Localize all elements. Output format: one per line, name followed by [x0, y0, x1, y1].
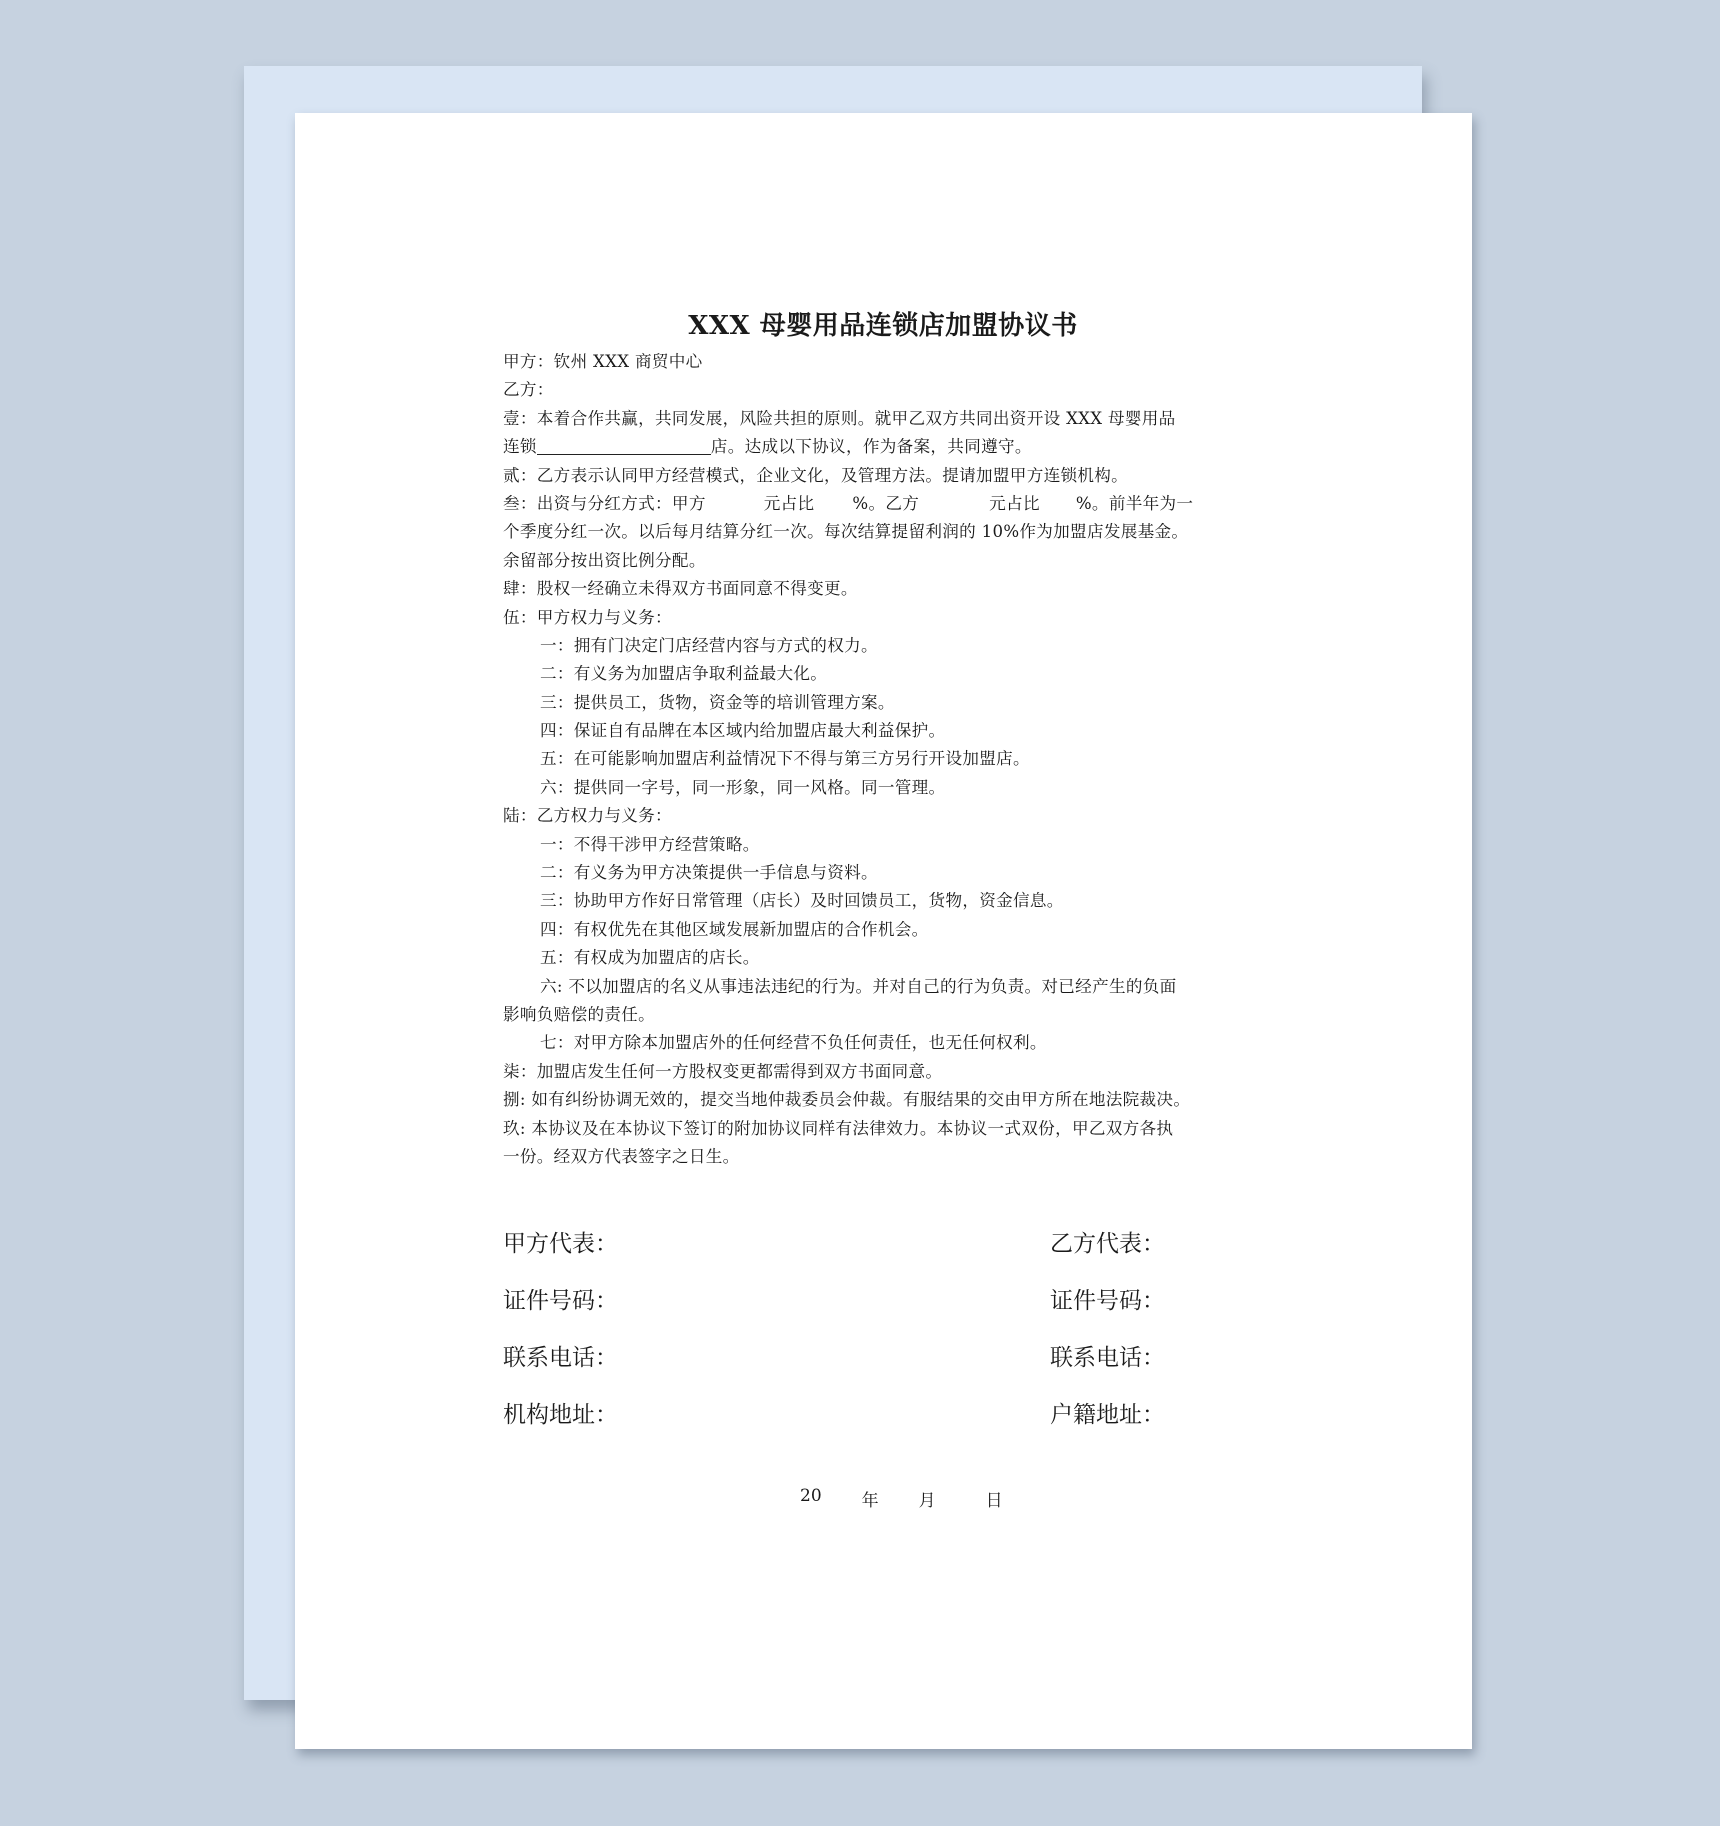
party-a-phone-label: 联系电话： [503, 1345, 618, 1371]
clause-5-item: 三：提供员工，货物，资金等的培训管理方案。 [540, 692, 895, 712]
party-b-phone-label: 联系电话： [1050, 1345, 1165, 1371]
clause-6-item: 五：有权成为加盟店的店长。 [540, 948, 760, 968]
clause-9-line-2: 一份。经双方代表签字之日生。 [503, 1146, 740, 1166]
clause-5-item: 六：提供同一字号，同一形象，同一风格。同一管理。 [540, 777, 946, 797]
signature-row [503, 1384, 1263, 1441]
signature-row [503, 1213, 1263, 1270]
clause-6-item: 七：对甲方除本加盟店外的任何经营不负任何责任，也无任何权利。 [540, 1033, 1047, 1053]
party-b-unit: 元占比 [989, 493, 1040, 513]
clause-5-item: 四：保证自有品牌在本区域内给加盟店最大利益保护。 [540, 721, 946, 741]
date-year-prefix: 20 [800, 1486, 822, 1506]
date-day-label: 日 [985, 1491, 1003, 1511]
clause-2: 贰：乙方表示认同甲方经营模式，企业文化，及管理方法。提请加盟甲方连锁机构。 [503, 465, 1129, 485]
clause-5-item: 五：在可能影响加盟店利益情况下不得与第三方另行开设加盟店。 [540, 749, 1030, 769]
date-year-label: 年 [861, 1491, 879, 1511]
party-a-line: 甲方：钦州 XXX 商贸中心 [503, 352, 703, 371]
document-title: XXX 母婴用品连锁店加盟协议书 [688, 311, 1078, 341]
clause-1-suffix: 店。达成以下协议，作为备案，共同遵守。 [710, 437, 1032, 457]
clause-3-line-2: 个季度分红一次。以后每月结算分红一次。每次结算提留利润的 10%作为加盟店发展基金。 [503, 522, 1189, 542]
clause-3-line-3: 余留部分按出资比例分配。 [503, 550, 706, 570]
clause-6-item: 四：有权优先在其他区域发展新加盟店的合作机会。 [540, 919, 929, 939]
party-b-line: 乙方： [503, 380, 554, 400]
agreement-body [503, 306, 1263, 1171]
date-gap [822, 1486, 862, 1511]
clause-6-item: 三：协助甲方作好日常管理（店长）及时回馈员工，货物，资金信息。 [540, 891, 1064, 911]
clause-1-line-2 [503, 433, 1263, 461]
signing-date [800, 1486, 1003, 1511]
clause-6-heading: 陆：乙方权力与义务： [503, 806, 672, 826]
clause-6-item: 二：有义务为甲方决策提供一手信息与资料。 [540, 863, 878, 883]
party-b-representative-label: 乙方代表： [1050, 1231, 1165, 1257]
clause-4: 肆：股权一经确立未得双方书面同意不得变更。 [503, 579, 858, 599]
party-b-address-label: 户籍地址： [1050, 1402, 1165, 1428]
party-a-unit: 元占比 [763, 493, 815, 513]
party-b-id-label: 证件号码： [1050, 1288, 1165, 1314]
clause-3-prefix: 叁：出资与分红方式：甲方 [503, 493, 706, 513]
clause-9-line-1: 玖: 本协议及在本协议下签订的附加协议同样有法律效力。本协议一式双份，甲乙双方各执 [503, 1118, 1174, 1138]
party-a-representative-label: 甲方代表： [503, 1231, 618, 1257]
signature-row [503, 1327, 1263, 1384]
clause-5-heading: 伍：甲方权力与义务： [503, 607, 672, 627]
clause-3-line-1 [503, 490, 1263, 518]
party-a-id-label: 证件号码： [503, 1288, 618, 1314]
store-name-blank [537, 436, 711, 455]
clause-6-item-6-continued: 影响负赔偿的责任。 [503, 1004, 656, 1024]
clause-6-item: 六: 不以加盟店的名义从事违法违纪的行为。并对自己的行为负责。对已经产生的负面 [540, 976, 1177, 996]
clause-7: 柒：加盟店发生任何一方股权变更都需得到双方书面同意。 [503, 1061, 943, 1081]
date-gap [936, 1486, 986, 1511]
party-a-pct: %。乙方 [852, 493, 920, 513]
party-a-address-label: 机构地址： [503, 1402, 618, 1428]
clause-5-item: 二：有义务为加盟店争取利益最大化。 [540, 664, 828, 684]
signature-block [503, 1213, 1263, 1441]
clause-1-line-1: 壹：本着合作共赢，共同发展，风险共担的原则。就甲乙双方共同出资开设 XXX 母婴用品 [503, 408, 1176, 428]
clause-1-prefix: 连锁 [503, 437, 537, 457]
date-gap [879, 1486, 919, 1511]
clause-5-item: 一：拥有门决定门店经营内容与方式的权力。 [540, 635, 878, 655]
signature-row [503, 1270, 1263, 1327]
party-b-pct: %。前半年为一 [1075, 493, 1194, 513]
date-month-label: 月 [918, 1491, 936, 1511]
clause-8: 捌: 如有纠纷协调无效的，提交当地仲裁委员会仲裁。有服结果的交由甲方所在地法院裁决。 [503, 1090, 1191, 1110]
clause-6-item: 一：不得干涉甲方经营策略。 [540, 834, 760, 854]
